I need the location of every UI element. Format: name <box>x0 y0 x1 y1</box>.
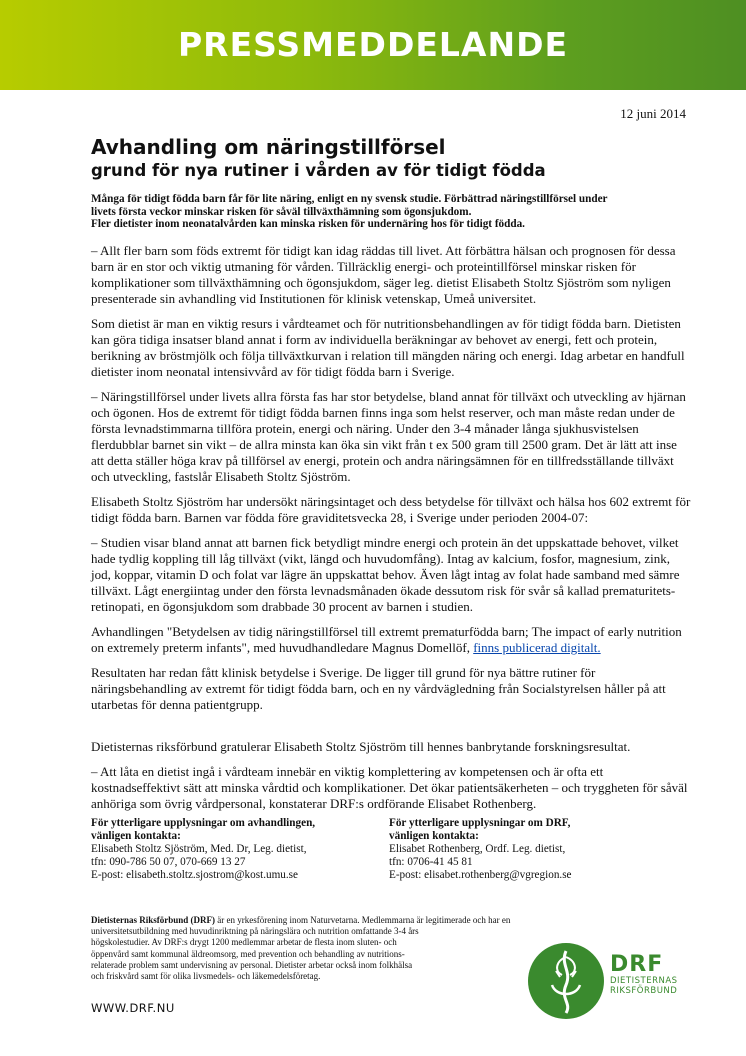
lead-line: Många för tidigt födda barn får för lite näring, enligt en ny svensk studie. Förbättrad näringstillförsel under <box>91 193 608 205</box>
contact-phone: tfn: 0706-41 45 81 <box>389 856 473 868</box>
footer-line: högskolestudier. Av DRF:s drygt 1200 medlemmar arbetar de flesta inom sluten- och <box>91 937 397 948</box>
contact-drf <box>389 817 689 882</box>
body-paragraph: Som dietist är man en viktig resurs i vårdteamet och för nutritionsbehandlingen av för tidigt födda barn. Dietisten kan göra tidiga insatser bland annat i form av individuella beräkningar av behovet av energi, fett och protein, berikning av bröstmjölk och följa tillväxtkurvan i relation till mängden näring och energi. Idag arbetar en handfull dietister inom neonatal intensivvård av för tidigt födda barn i Sverige. <box>91 316 685 379</box>
banner-title: PRESSMEDDELANDE <box>177 25 569 64</box>
contact-email: E-post: elisabet.rothenberg@vgregion.se <box>389 869 572 881</box>
thesis-text: Avhandlingen "Betydelsen av tidig näringstillförsel till extremt prematurfödda barn; The impact of early nutrition on extremely preterm infants", med huvudhandledare Magnus Domellöf, <box>91 624 682 655</box>
lead-line: Fler dietister inom neonatalvården kan minska risken för undernäring hos för tidigt födda. <box>91 218 525 230</box>
logo-subtitle <box>610 976 678 996</box>
footer-line: och friskvård samt för olika livsmedels- och läkemedelsföretag. <box>91 971 321 982</box>
footer-line <box>91 915 541 926</box>
body-paragraph <box>91 624 691 656</box>
body-paragraph: – Näringstillförsel under livets allra första fas har stor betydelse, bland annat för tillväxt och utveckling av hjärnan och ögonen. Hos de extremt för tidigt födda barnen finns inga som helst reserver, och man måste redan under de första levnadstimmarna tillföra protein, energi och näring. Under den 3-4 månader långa sjukhusvistelsen flerdubblar barnet sin vikt – de allra minsta kan öka sin vikt från t ex 500 gram till 2500 gram. Det är lätt att inse att detta ställer höga krav på tillförsel av energi, protein och andra näringsämnen för en tillfredsställande tillväxt och utveckling, fastslår Elisabeth Stoltz Sjöström. <box>91 389 686 484</box>
contact-heading: För ytterligare upplysningar om DRF, <box>389 817 571 829</box>
contact-heading: För ytterligare upplysningar om avhandlingen, <box>91 817 316 829</box>
contact-name: Elisabeth Stoltz Sjöström, Med. Dr, Leg. dietist, <box>91 843 307 855</box>
lead-paragraph <box>91 193 691 231</box>
headline: Avhandling om näringstillförsel <box>91 135 446 159</box>
logo-subtitle-line: RIKSFÖRBUND <box>610 986 678 996</box>
contact-heading: vänligen kontakta: <box>389 830 479 842</box>
org-description <box>91 915 541 982</box>
logo-subtitle-line: DIETISTERNAS <box>610 976 678 986</box>
footer-line: universitetsutbildning med huvudinriktning på näringslära och nutrition omfattande 3-4 års <box>91 926 419 937</box>
body-paragraph: – Att låta en dietist ingå i vårdteam innebär en viktig komplettering av kompetensen och är ofta ett kostnadseffektivt sätt att minska vårdtid och komplikationer. Det ökar patientsäkerheten – och tryggheten för såväl anhöriga som övrig vårdpersonal, konstaterar DRF:s ordförande Elisabet Rothenberg. <box>91 764 688 811</box>
body-paragraph: Elisabeth Stoltz Sjöström har undersökt näringsintaget och dess betydelse för tillväxt och hälsa hos 602 extremt för tidigt födda barn. Barnen var födda före graviditetsvecka 28, i Sverige under perioden 2004-07: <box>91 494 691 525</box>
subheadline: grund för nya rutiner i vården av för tidigt födda <box>91 161 546 180</box>
footer-line: öppenvård samt kommunal äldreomsorg, med prevention och behandling av nutritions- <box>91 948 405 959</box>
contact-thesis <box>91 817 371 882</box>
contact-name: Elisabet Rothenberg, Ordf. Leg. dietist, <box>389 843 566 855</box>
lead-line: livets första veckor minskar risken för såväl tillväxthämning som ögonsjukdom. <box>91 205 472 218</box>
body-paragraph: – Studien visar bland annat att barnen fick betydligt mindre energi och protein än det uppskattade behovet, vilket hade tydlig koppling till låg tillväxt (vikt, längd och huvudomfång). Intag av kalcium, fosfor, magnesium, zink, jod, koppar, vitamin D och folat var lägre än uppskattat behov. Även lågt intag av folat hade samband med sämre tillväxt. Lågt energiintag under den första levnadsmånaden ökade dessutom risk för svår så kallad prematuritets-retinopati, en ögonsjukdom som drabbade 30 procent av barnen i studien. <box>91 535 680 614</box>
release-date: 12 juni 2014 <box>620 106 686 121</box>
header-banner <box>0 0 746 90</box>
org-name: Dietisternas Riksförbund (DRF) <box>91 915 216 925</box>
footer-line: relaterade problem samt undervisning av personal. Dietister arbetar också inom folkhälsa <box>91 959 413 970</box>
body-paragraph: Resultaten har redan fått klinisk betydelse i Sverige. De ligger till grund för nya bättre rutiner för näringsbehandling av extremt för tidigt födda barn, och en ny vårdvägledning från Socialstyrelsen håller på att utarbetas för denna patientgrupp. <box>91 665 666 712</box>
contact-heading: vänligen kontakta: <box>91 830 181 842</box>
thesis-link[interactable]: finns publicerad digitalt. <box>473 640 601 655</box>
article-body <box>91 243 691 821</box>
drf-logo-icon <box>526 941 606 1021</box>
logo-name: DRF <box>610 952 664 977</box>
body-paragraph: – Allt fler barn som föds extremt för tidigt kan idag räddas till livet. Att förbättra hälsan och prognosen för dessa barn är en stor och viktig utmaning för vården. Tillräcklig energi- och proteintillförsel minskar risken för komplikationer som tillväxthämning och ögonsjukdom, säger leg. dietist Elisabeth Stoltz Sjöström som nyligen presenterade sin avhandling vid Institutionen för klinisk vetenskap, Umeå universitet. <box>91 243 676 306</box>
footer-line-text: är en yrkesförening inom Naturvetarna. Medlemmarna är legitimerade och har en <box>215 915 511 925</box>
website-link[interactable]: WWW.DRF.NU <box>91 1001 175 1015</box>
body-paragraph: Dietisternas riksförbund gratulerar Elisabeth Stoltz Sjöström till hennes banbrytande forskningsresultat. <box>91 739 631 754</box>
contact-email: E-post: elisabeth.stoltz.sjostrom@kost.umu.se <box>91 869 299 881</box>
contact-phone: tfn: 090-786 50 07, 070-669 13 27 <box>91 856 246 868</box>
